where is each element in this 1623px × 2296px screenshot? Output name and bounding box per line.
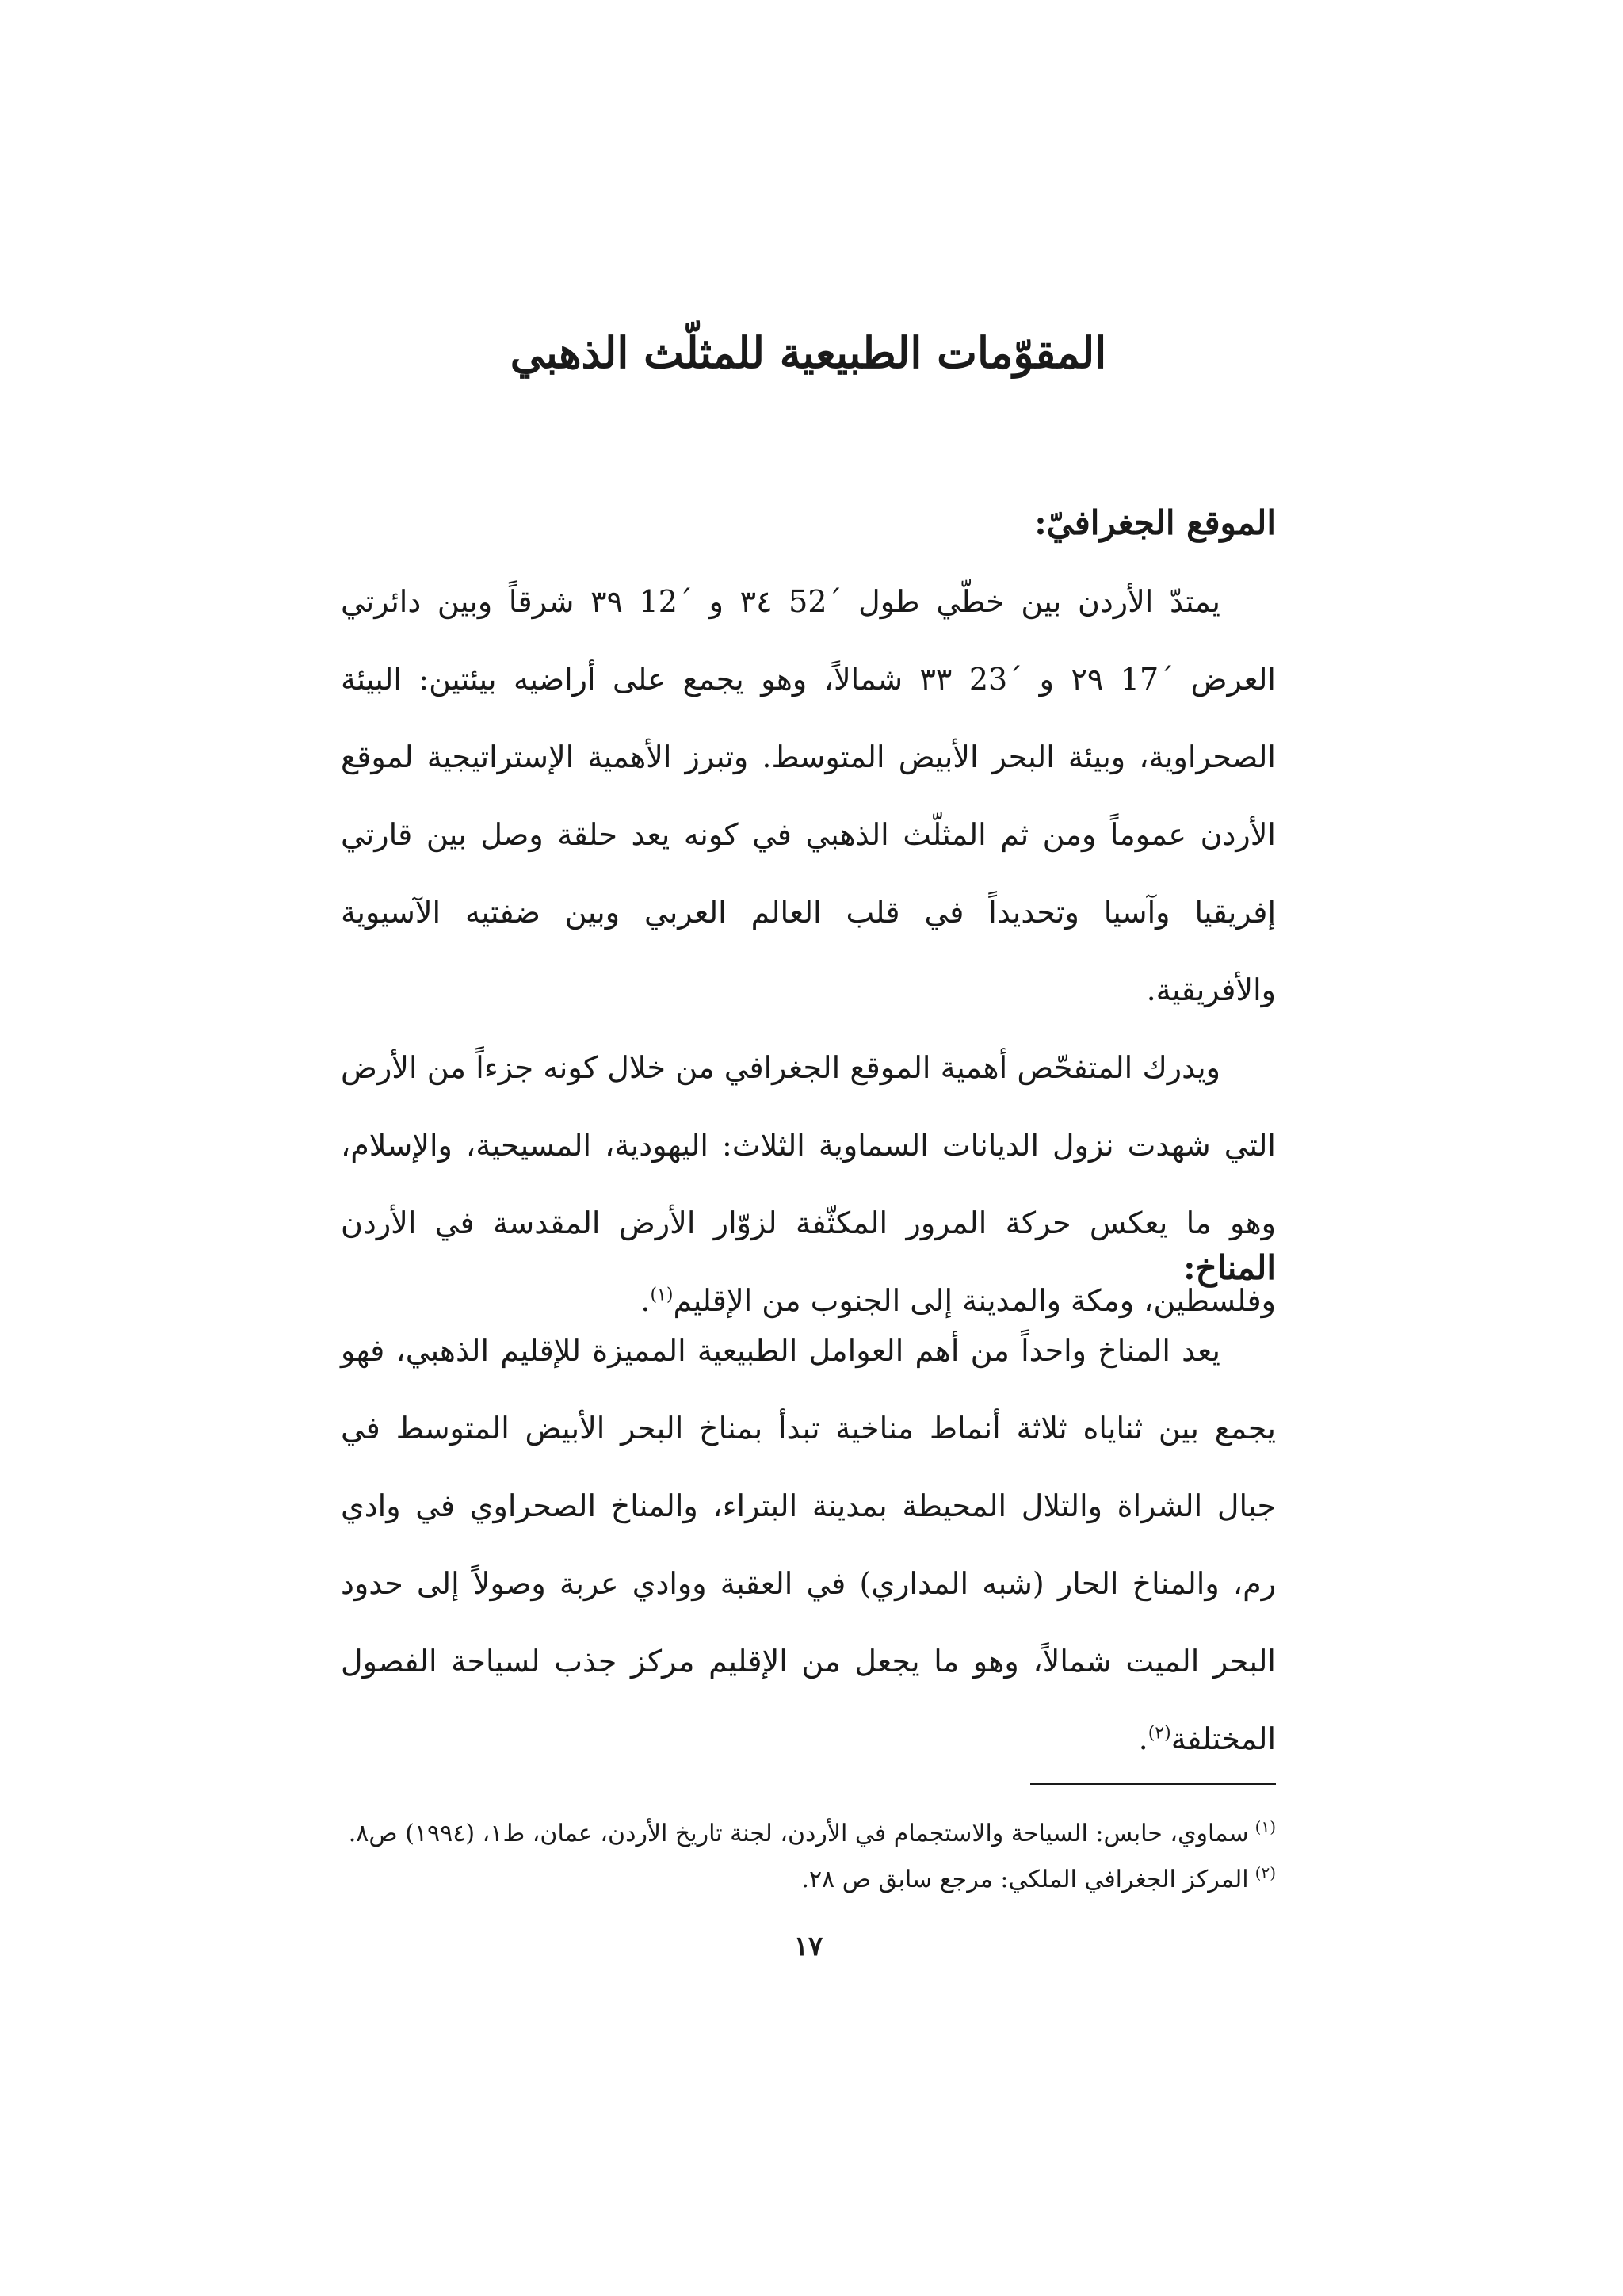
footnote-separator <box>1030 1783 1276 1785</box>
footnote <box>341 1811 1276 1857</box>
section-body-geographic-location <box>341 563 1276 1339</box>
paragraph <box>341 1312 1276 1778</box>
footnote-text: المركز الجغرافي الملكي: مرجع سابق ص ٢٨. <box>801 1866 1249 1893</box>
page-title: المقوّمات الطبيعية للمثلّث الذهبي <box>510 327 1107 378</box>
section-heading-climate: المناخ: <box>1183 1248 1276 1287</box>
footnote-reference: (١) <box>650 1285 674 1305</box>
footnote-text: سماوي، حابس: السياحة والاستجمام في الأردن، لجنة تاريخ الأردن، عمان، ط١، (١٩٩٤) ص٨. <box>348 1820 1249 1847</box>
section-body-climate <box>341 1312 1276 1778</box>
footnote-marker: (١) <box>1254 1817 1276 1836</box>
page-number: ١٧ <box>793 1931 823 1962</box>
paragraph-text: يعد المناخ واحداً من أهم العوامل الطبيعية المميزة للإقليم الذهبي، فهو يجمع بين ثناياه ثلاثة أنماط مناخية تبدأ بمناخ البحر الأبيض المتوسط في جبال الشراة والتلال المحيطة بمدينة البتراء، والمناخ الصحراوي في وادي رم، والمناخ الحار (شبه المداري) في العقبة ووادي عربة وصولاً إلى حدود البحر الميت شمالاً، وهو ما يجعل من الإقليم مركز جذب لسياحة الفصول المختلفة <box>341 1333 1276 1756</box>
footnotes <box>341 1811 1276 1903</box>
sentence-period: . <box>1138 1721 1148 1756</box>
section-heading-geographic-location: الموقع الجغرافيّ: <box>1034 503 1276 542</box>
sentence-period: . <box>640 1283 651 1318</box>
paragraph <box>341 1029 1276 1339</box>
paragraph-text: يمتدّ الأردن بين خطّي طول ´52 ٣٤ و ´12 ٣٩ شرقاً وبين دائرتي العرض ´17 ٢٩ و ´23 ٣٣ شمالاً، وهو يجمع على أراضيه بيئتين: البيئة الصحراوية، وبيئة البحر الأبيض المتوسط. وتبرز الأهمية الإستراتيجية لموقع الأردن عموماً ومن ثم المثلّث الذهبي في كونه يعد حلقة وصل بين قارتي إفريقيا وآسيا وتحديداً في قلب العالم العربي وبين ضفتيه الآسيوية والأفريقية. <box>341 584 1276 1007</box>
footnote-marker: (٢) <box>1254 1863 1276 1882</box>
footnote-reference: (٢) <box>1148 1723 1171 1744</box>
paragraph-text: ويدرك المتفحّص أهمية الموقع الجغرافي من خلال كونه جزءاً من الأرض التي شهدت نزول الديانات السماوية الثلاث: اليهودية، المسيحية، والإسلام، وهو ما يعكس حركة المرور المكثّفة لزوّار الأرض المقدسة في الأردن وفلسطين، ومكة والمدينة إلى الجنوب من الإقليم <box>341 1050 1276 1318</box>
footnote <box>341 1857 1276 1903</box>
paragraph <box>341 563 1276 1029</box>
